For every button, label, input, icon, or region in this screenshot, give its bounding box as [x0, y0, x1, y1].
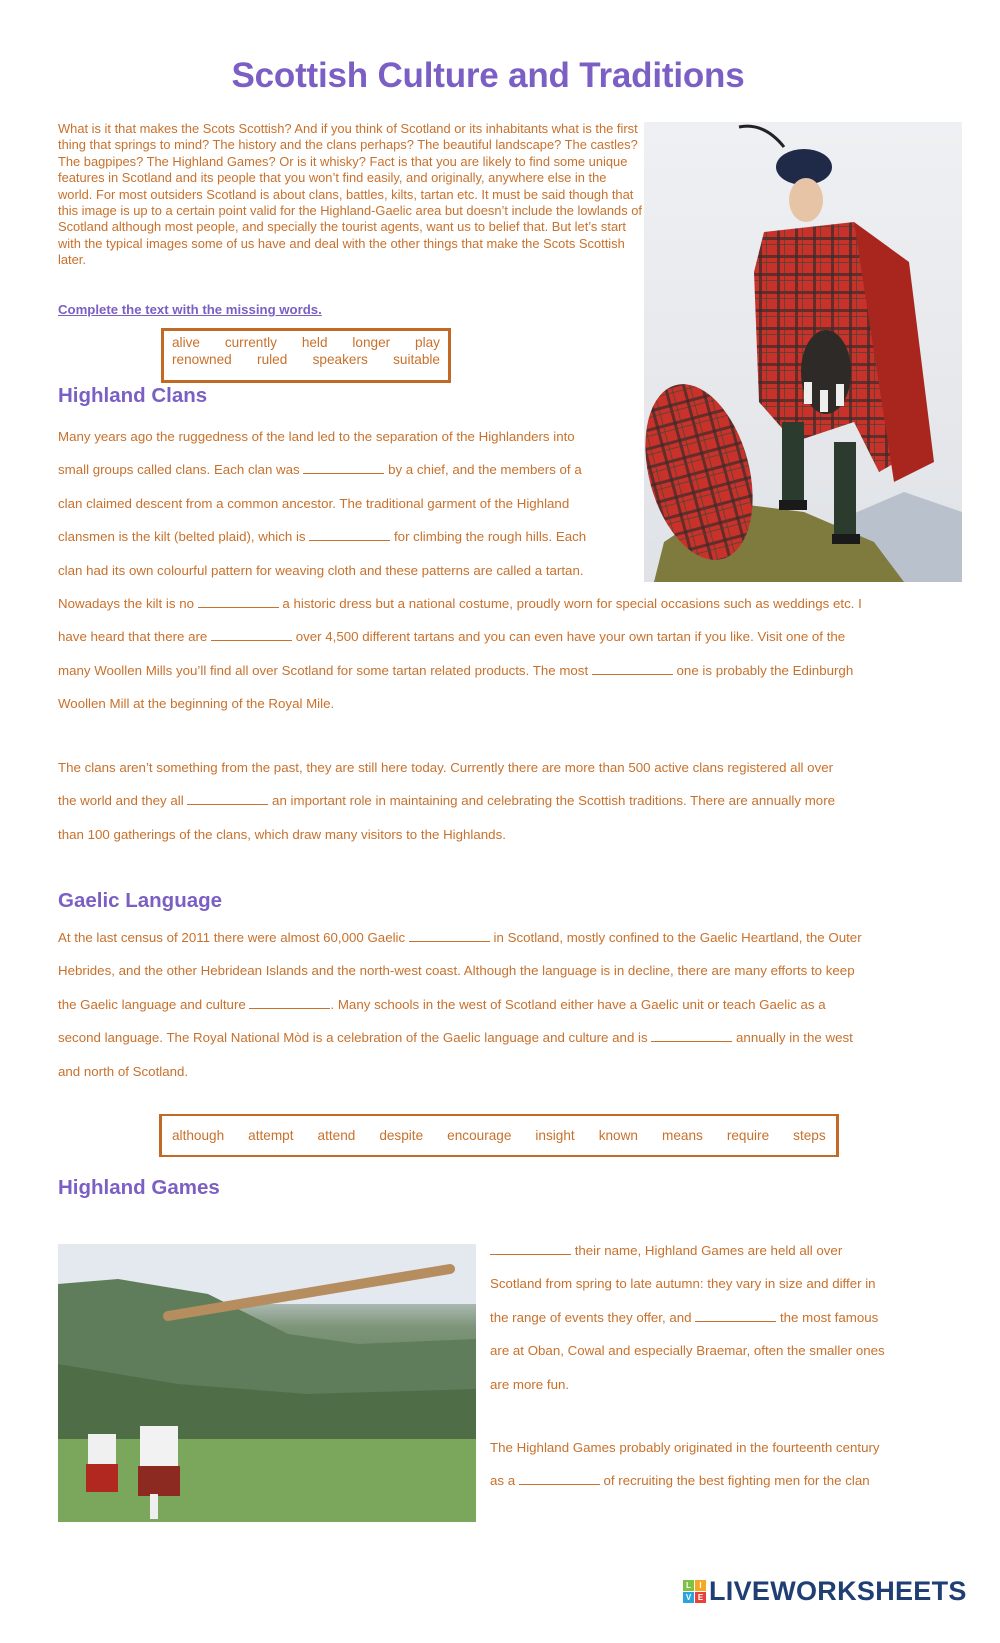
- word-attend[interactable]: attend: [317, 1128, 356, 1143]
- liveworksheets-logo[interactable]: [683, 1576, 967, 1607]
- blank-input-7[interactable]: [409, 930, 490, 942]
- text-line: Scotland from spring to late autumn: they vary in size and differ in: [490, 1276, 876, 1292]
- text-line: than 100 gatherings of the clans, which draw many visitors to the Highlands.: [58, 826, 506, 842]
- text-line: small groups called clans. Each clan was by a chief, and the members of a: [58, 462, 582, 478]
- text-line: clan had its own colourful pattern for weaving cloth and these patterns are called a tartan.: [58, 562, 584, 578]
- text-line: At the last census of 2011 there were almost 60,000 Gaelic in Scotland, mostly confined to the Gaelic Heartland, the Outer: [58, 930, 862, 945]
- word-bank-1-row-1: [172, 335, 440, 352]
- blank-input-12[interactable]: [519, 1473, 600, 1485]
- text-line: as a of recruiting the best fighting men for the clan: [490, 1473, 870, 1489]
- text-line: clan claimed descent from a common ancestor. The traditional garment of the Highland: [58, 495, 570, 511]
- word-means[interactable]: means: [662, 1128, 703, 1143]
- live-blocks-icon: L I V E: [683, 1580, 706, 1603]
- gaelic-paragraph: [58, 921, 958, 1088]
- text-line: the world and they all an important role in maintaining and celebrating the Scottish traditions. There are annually more: [58, 793, 836, 809]
- games-paragraph-1: [490, 1234, 960, 1401]
- word-held[interactable]: held: [301, 335, 328, 350]
- word-encourage[interactable]: encourage: [447, 1128, 512, 1143]
- text-line: many Woollen Mills you’ll find all over Scotland for some tartan related products. The most one is probably the Edinburgh: [58, 662, 854, 678]
- word-alive[interactable]: alive: [172, 335, 200, 350]
- text-line: Many years ago the ruggedness of the land led to the separation of the Highlanders into: [58, 429, 575, 444]
- word-suitable[interactable]: suitable: [393, 351, 440, 367]
- text-line: the range of events they offer, and the most famous: [490, 1309, 879, 1325]
- text-line: second language. The Royal National Mòd is a celebration of the Gaelic language and culture and is annually in the west: [58, 1030, 853, 1046]
- caber-toss-photo: [58, 1244, 476, 1522]
- caber-toss-illustration: [58, 1244, 476, 1522]
- blank-input-10[interactable]: [490, 1243, 571, 1255]
- text-line: clansmen is the kilt (belted plaid), which is for climbing the rough hills. Each: [58, 529, 587, 545]
- word-require[interactable]: require: [726, 1128, 770, 1143]
- heading-highland-games: Highland Games: [58, 1176, 220, 1199]
- blank-input-9[interactable]: [651, 1030, 732, 1042]
- logo-text: LIVEWORKSHEETS: [709, 1576, 967, 1606]
- clans-paragraph-2: [58, 751, 958, 851]
- games-paragraph-2: [490, 1431, 960, 1498]
- text-line: Nowadays the kilt is no a historic dress but a national costume, proudly worn for special occasions such as weddings etc. I: [58, 596, 862, 612]
- intro-paragraph: What is it that makes the Scots Scottish? And if you think of Scotland or its inhabitants what is the first thing that springs to mind? The history and the clans perhaps? The beautiful landscape? The castles? The bagpipes? The Highland Games? Or is it whisky? Fact is that you are likely to find some unique features in Scotland and its people that you won’t find easily, and originally, anywhere else in the world. For most outsiders Scotland is about clans, battles, kilts, tartan etc. It must be said though that this image is up to a certain point valid for the Highland-Gaelic area but doesn’t include the lowlands of Scotland although most people, and specially the tourist agents, want us to belief that. But let’s start with the typical images some of us have and deal with the other things that make the Scots Scottish later.: [58, 121, 643, 268]
- word-bank-1: [161, 328, 451, 383]
- text-line: have heard that there are over 4,500 different tartans and you can even have your own tartan if you like. Visit one of the: [58, 629, 846, 645]
- word-currently[interactable]: currently: [224, 335, 277, 350]
- word-bank-2: [159, 1114, 839, 1157]
- clans-paragraph-1: [58, 420, 938, 721]
- blank-input-3[interactable]: [198, 596, 279, 608]
- word-renowned[interactable]: renowned: [172, 351, 232, 367]
- text-line: are at Oban, Cowal and especially Braemar, often the smaller ones: [490, 1343, 885, 1359]
- text-line: are more fun.: [490, 1376, 570, 1392]
- blank-input-1[interactable]: [303, 462, 384, 474]
- text-line: The clans aren’t something from the past, they are still here today. Currently there are more than 500 active clans registered all over: [58, 760, 834, 775]
- blank-input-5[interactable]: [592, 663, 673, 675]
- word-although[interactable]: although: [172, 1128, 225, 1143]
- heading-gaelic-language: Gaelic Language: [58, 889, 223, 912]
- word-ruled[interactable]: ruled: [257, 351, 288, 367]
- text-line: Hebrides, and the other Hebridean Islands and the north-west coast. Although the language is in decline, there are many efforts to keep: [58, 963, 855, 979]
- word-bank-1-row-2: [172, 352, 440, 369]
- word-longer[interactable]: longer: [352, 335, 391, 350]
- text-line: the Gaelic language and culture . Many schools in the west of Scotland either have a Gaelic unit or teach Gaelic as a: [58, 996, 826, 1012]
- word-steps[interactable]: steps: [793, 1128, 826, 1143]
- word-speakers[interactable]: speakers: [312, 351, 368, 367]
- word-play[interactable]: play: [415, 335, 440, 350]
- page-title: Scottish Culture and Traditions: [231, 56, 745, 95]
- blank-input-6[interactable]: [187, 793, 268, 805]
- text-line: Woollen Mill at the beginning of the Royal Mile.: [58, 696, 335, 712]
- word-insight[interactable]: insight: [535, 1128, 575, 1143]
- word-known[interactable]: known: [598, 1128, 638, 1143]
- text-line: The Highland Games probably originated in the fourteenth century: [490, 1440, 880, 1455]
- instruction-link: Complete the text with the missing words.: [58, 302, 322, 317]
- blank-input-4[interactable]: [211, 629, 292, 641]
- blank-input-2[interactable]: [309, 529, 390, 541]
- word-despite[interactable]: despite: [379, 1128, 424, 1143]
- text-line: their name, Highland Games are held all over: [490, 1234, 960, 1267]
- text-line: and north of Scotland.: [58, 1063, 189, 1079]
- blank-input-8[interactable]: [249, 997, 330, 1009]
- word-attempt[interactable]: attempt: [248, 1128, 294, 1143]
- blank-input-11[interactable]: [695, 1310, 776, 1322]
- heading-highland-clans: Highland Clans: [58, 384, 208, 407]
